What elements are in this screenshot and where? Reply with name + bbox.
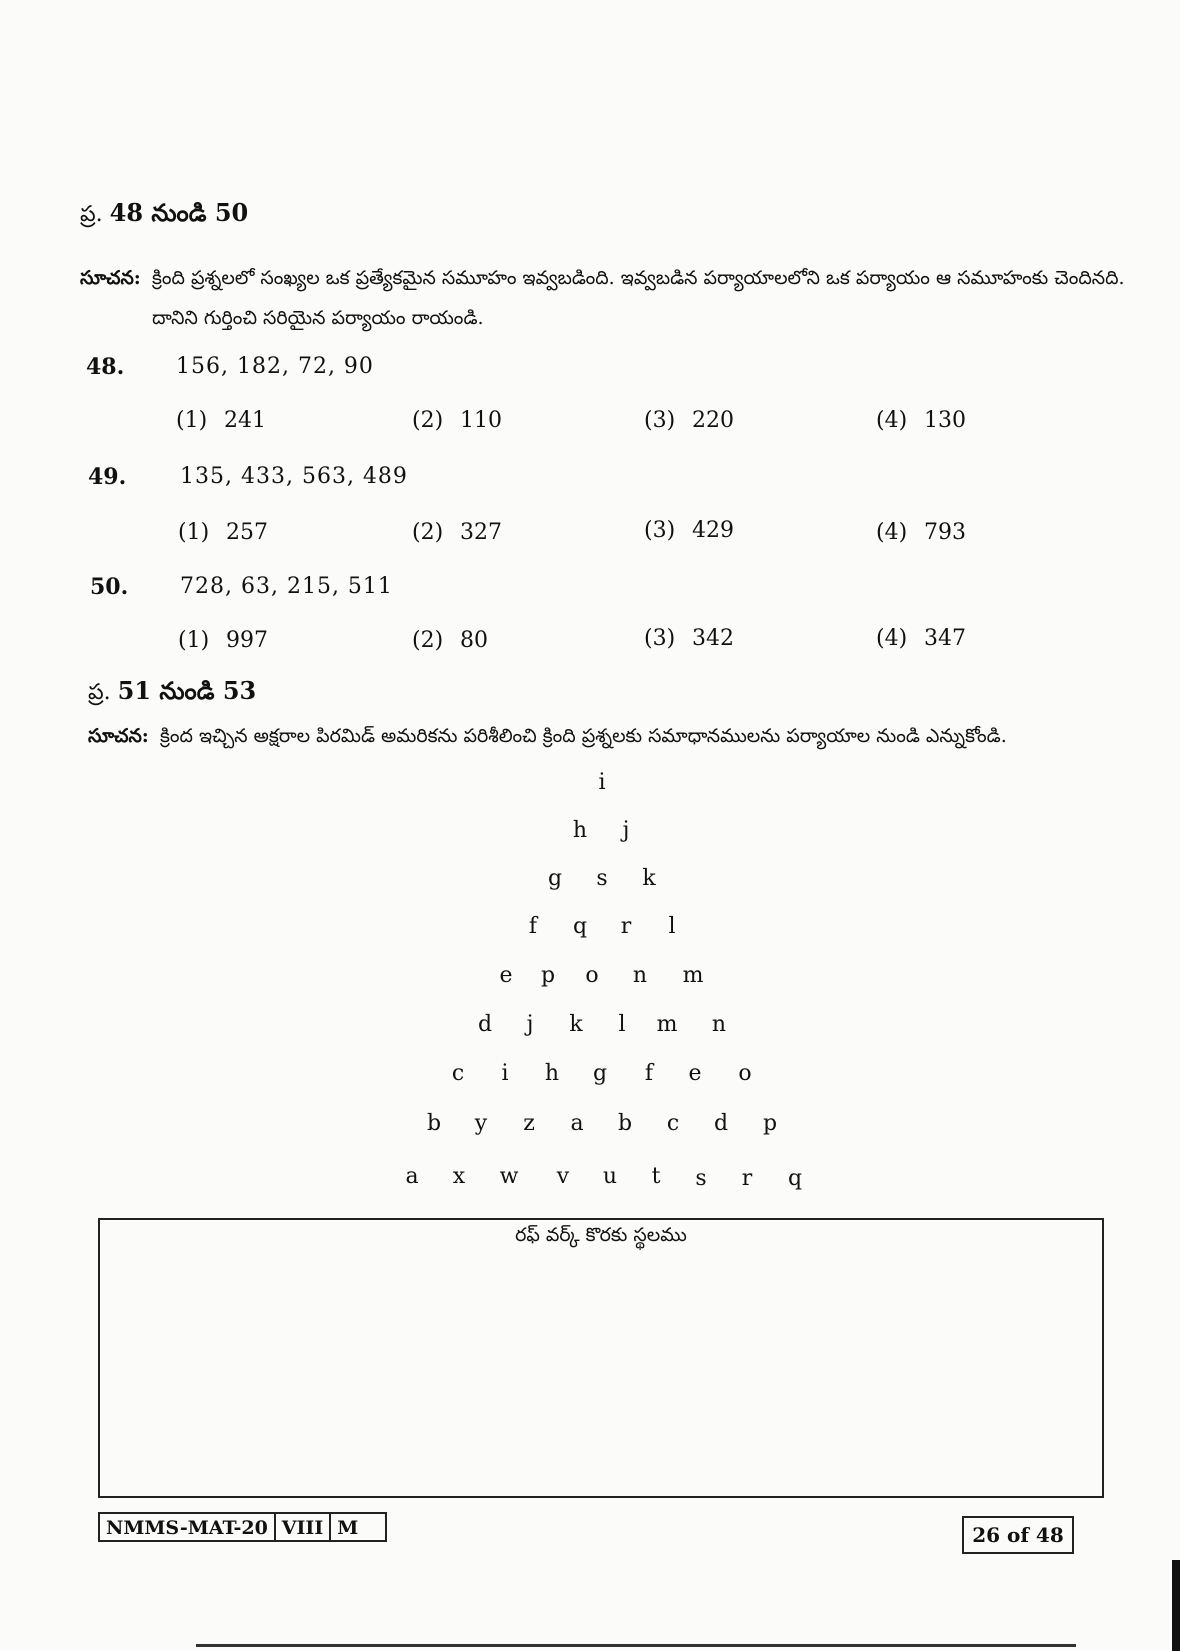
pyramid-letter: f	[528, 914, 538, 939]
question-number: 50.	[90, 574, 129, 600]
instruction-note-2	[88, 716, 1168, 756]
option-number: (2)	[412, 520, 444, 545]
scan-right-edge	[1172, 1560, 1180, 1651]
question-sequence: 135, 433, 563, 489	[180, 464, 408, 489]
pyramid-letter: b	[426, 1111, 442, 1136]
pyramid-letter: h	[544, 1061, 560, 1086]
question-number: 48.	[86, 354, 125, 380]
option-number: (4)	[876, 626, 908, 651]
pyramid-letter: o	[738, 1061, 752, 1086]
pyramid-letter: e	[688, 1061, 702, 1086]
note-label: సూచన:	[88, 725, 149, 747]
pyramid-letter: b	[617, 1111, 633, 1136]
paper-code-box	[98, 1512, 387, 1542]
question-number: 49.	[88, 464, 127, 490]
option-2[interactable]	[412, 520, 502, 545]
scan-bottom-edge	[196, 1644, 1076, 1647]
option-value: 327	[460, 520, 502, 545]
option-value: 429	[692, 518, 734, 543]
pyramid-letter: y	[474, 1111, 488, 1136]
page-number: 26 of 48	[962, 1516, 1074, 1554]
paper-code: NMMS-MAT-20	[100, 1514, 276, 1540]
instruction-note-1	[80, 258, 1160, 342]
pyramid-letter: r	[741, 1166, 753, 1191]
option-number: (1)	[176, 408, 208, 433]
option-value: 80	[460, 628, 488, 653]
pyramid-letter: f	[644, 1061, 654, 1086]
option-number: (4)	[876, 408, 908, 433]
pyramid-letter: z	[523, 1111, 535, 1136]
pyramid-letter: w	[499, 1164, 519, 1189]
pyramid-letter: r	[620, 914, 632, 939]
section-heading-48-50	[80, 198, 248, 233]
pyramid-letter: s	[596, 866, 608, 891]
pyramid-letter: g	[592, 1061, 608, 1086]
option-value: 342	[692, 626, 734, 651]
option-4[interactable]	[876, 520, 966, 545]
pyramid-letter: l	[668, 914, 676, 939]
note-text: క్రింద ఇచ్చిన అక్షరాల పిరమిడ్ అమరికను పరిశీలించి క్రింది ప్రశ్నలకు సమాధానములను పర్యాయాల నుండి ఎన్నుకోండి.	[160, 725, 1007, 747]
pyramid-letter: x	[452, 1164, 466, 1189]
pyramid-letter: o	[585, 963, 599, 988]
pyramid-letter: e	[499, 963, 513, 988]
option-1[interactable]	[178, 520, 268, 545]
heading-range: 51 నుండి 53	[117, 676, 257, 705]
pyramid-letter: c	[451, 1061, 465, 1086]
pyramid-letter: a	[570, 1111, 584, 1136]
note-text: క్రింది ప్రశ్నలలో సంఖ్యల ఒక ప్రత్యేకమైన సమూహం ఇవ్వబడింది. ఇవ్వబడిన పర్యాయాలలోని ఒక పర్యాయం ఆ సమూహంకు చెందినది. దానిని గుర్తించి సరియైన పర్యాయం రాయండి.	[152, 267, 1125, 329]
pyramid-letter: p	[762, 1111, 778, 1136]
pyramid-letter: m	[656, 1012, 678, 1037]
pyramid-letter: h	[572, 818, 588, 843]
class-code: VIII	[276, 1514, 331, 1540]
option-3[interactable]	[644, 518, 734, 543]
pyramid-letter: d	[713, 1111, 729, 1136]
option-2[interactable]	[412, 628, 488, 653]
pyramid-letter: d	[477, 1012, 493, 1037]
pyramid-letter: k	[642, 866, 656, 891]
heading-range: 48 నుండి 50	[109, 198, 249, 227]
question-sequence: 728, 63, 215, 511	[180, 574, 393, 599]
medium-code: M	[337, 1517, 359, 1539]
option-3[interactable]	[644, 408, 734, 433]
option-number: (2)	[412, 408, 444, 433]
option-number: (1)	[178, 628, 210, 653]
pyramid-letter: q	[572, 914, 588, 939]
pyramid-letter: m	[682, 963, 704, 988]
pyramid-letter: i	[501, 1061, 509, 1086]
option-value: 347	[924, 626, 966, 651]
option-value: 110	[460, 408, 502, 433]
option-number: (3)	[644, 626, 676, 651]
option-2[interactable]	[412, 408, 502, 433]
rough-work-label: రఫ్ వర్క్ కొరకు స్థలము	[515, 1224, 687, 1246]
option-number: (4)	[876, 520, 908, 545]
heading-prefix: ప్ర.	[88, 680, 111, 705]
rough-work-box	[98, 1218, 1104, 1498]
pyramid-letter: n	[632, 963, 648, 988]
option-4[interactable]	[876, 626, 966, 651]
option-1[interactable]	[178, 628, 268, 653]
pyramid-letter: l	[618, 1012, 626, 1037]
question-sequence: 156, 182, 72, 90	[176, 354, 374, 379]
pyramid-letter: p	[540, 963, 556, 988]
note-label: సూచన:	[80, 267, 141, 289]
option-value: 257	[226, 520, 268, 545]
option-value: 130	[924, 408, 966, 433]
heading-prefix: ప్ర.	[80, 202, 103, 227]
pyramid-letter: u	[602, 1164, 618, 1189]
option-3[interactable]	[644, 626, 734, 651]
pyramid-letter: k	[569, 1012, 583, 1037]
section-heading-51-53	[88, 676, 256, 711]
pyramid-letter: n	[711, 1012, 727, 1037]
option-number: (2)	[412, 628, 444, 653]
option-value: 997	[226, 628, 268, 653]
option-number: (1)	[178, 520, 210, 545]
option-value: 220	[692, 408, 734, 433]
option-4[interactable]	[876, 408, 966, 433]
option-value: 241	[224, 408, 266, 433]
pyramid-letter: v	[556, 1164, 570, 1189]
pyramid-letter: t	[651, 1164, 661, 1189]
pyramid-letter: g	[547, 866, 563, 891]
pyramid-letter: i	[598, 770, 606, 795]
pyramid-letter: s	[695, 1166, 707, 1191]
pyramid-letter: j	[526, 1012, 534, 1037]
pyramid-letter: a	[405, 1164, 419, 1189]
option-number: (3)	[644, 408, 676, 433]
pyramid-letter: c	[666, 1111, 680, 1136]
option-1[interactable]	[176, 408, 266, 433]
option-value: 793	[924, 520, 966, 545]
pyramid-letter: q	[787, 1166, 803, 1191]
option-number: (3)	[644, 518, 676, 543]
pyramid-letter: j	[622, 818, 630, 843]
